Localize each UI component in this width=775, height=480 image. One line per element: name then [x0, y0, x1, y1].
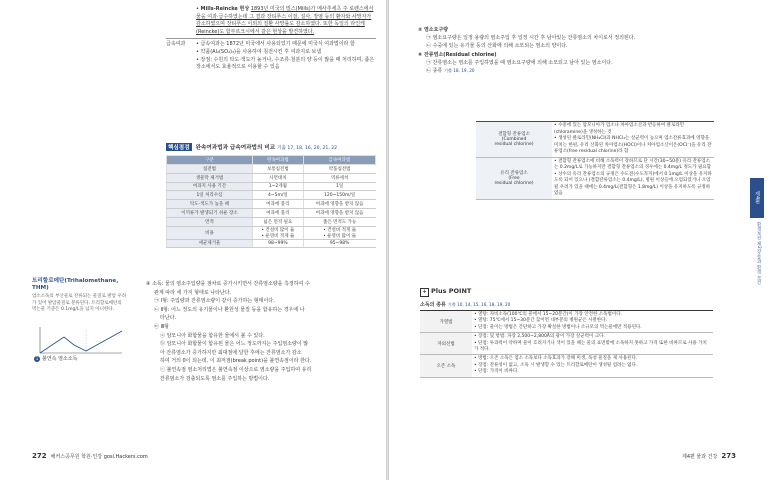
table-cell: 1일 처리수심 — [167, 191, 253, 200]
mills-item: • Mills-Reincke 현상 1893년 미국의 밀스(Mills)가 메사추세츠 주 로렌스에서 물을 여과·급수하였는데 그 결과 장티푸스 이질, 설사, 장염 등의 환자와 사망자가 감소하였으며 장티푸스 이외의 질환 사망률도 감소하였다. 또한 독일의 라인케(Reincke)도 함부르크시에서 같은 현상을 발견하였다. — [196, 6, 374, 35]
table-cell: 보통침전법 — [252, 165, 303, 174]
table-cell: • 건설비 적게 듦 • 운영비 많이 듦 — [303, 226, 375, 239]
table-cell: 여과지 사용 기간 — [167, 182, 253, 191]
compare-title — [166, 143, 337, 151]
thm-sidebar — [32, 278, 127, 314]
residual-curve — [40, 331, 122, 353]
table-row — [167, 217, 376, 226]
text-line: 하여 거의 0이 되는데, 이 최저점(break point)을 불연속점이라 한다. — [160, 358, 312, 365]
table-cell: 120~150m/일 — [303, 191, 375, 200]
row-detail: • 결합형 잔류염소에 비해 소독력이 강하므로 단 시간(30~50분) 유리 잔류염소는 0.2mg/L로 가능하지만 결합형 잔류염소의 경우에는 0.4mg/L 정도가 필요함 • 상수의 유리 잔류염소의 규정은 수도전(수도꼭지)에서 0.1mg/L 이상을 유지하도록 되어 있으나 (결합잔류염소는 0.4mg/L), 병원 이상들에 오염되었거나 오염될 우려가 있을 때에는 0.4mg/L(결합형은 1.8mg/L) 이상을 유지하도록 규정하였음 — [552, 157, 714, 199]
table-cell: 탁도·색도가 높을 때 — [167, 200, 253, 209]
table-cell: 약품침전법 — [303, 165, 375, 174]
slow-filter-item2: • 약품(Al₂(SO₄)₃)을 사용하여 침전시킨 후 여과지로 보냄 — [196, 48, 322, 55]
row-label: 유리 잔류염소 (Free residual chlorine) — [476, 157, 552, 199]
mills-title: Mills-Reincke 현상 — [200, 6, 250, 12]
thm-title: 트리할로메탄(Trihalomethane, THM) — [32, 278, 119, 291]
row-label: 오존 소독 — [420, 355, 472, 377]
text-line: ㉡ Ⅱ형: 어느 정도의 유기물이나 환원성 물질 등을 함유하는 경우에 나 — [154, 306, 305, 313]
table-row — [167, 173, 376, 182]
exam-frequency: 기출 10, 14, 15, 16, 18, 19, 20 — [447, 302, 511, 307]
table-cell: 넓은 면적 필요 — [252, 217, 303, 226]
plus-point-title: + Plus POINT — [420, 287, 713, 297]
section-heading: ⑤ 염소요구량 — [418, 27, 449, 33]
table-row — [167, 208, 376, 217]
table-cell: 98~99% — [252, 239, 303, 248]
footer-text: 제4편 물과 건강 — [682, 454, 718, 460]
table-cell: 1~2개월 — [252, 182, 303, 191]
section-heading: ⑥ 잔류염소(Residual chlorine) — [418, 51, 497, 58]
table-cell: 침전법 — [167, 165, 253, 174]
right-footer — [682, 452, 736, 460]
text-line: ㉠ 염소요구량은 일정 용량의 염소주입 후 일정 시간 후 남아있는 잔류염소의 차이로서 정의된다. — [426, 35, 636, 42]
table-cell: 세균제거율 — [167, 239, 253, 248]
text-line: ⓐ 암모니아 화합물을 함유한 물에서 볼 수 있다. — [160, 332, 265, 339]
table-cell: 생물막 제거법 — [167, 173, 253, 182]
plus-icon: + — [420, 288, 429, 297]
text-line: 타난다. — [160, 315, 177, 322]
table-row — [167, 182, 376, 191]
table-cell: 여과에 불리 — [252, 208, 303, 217]
column-header: 구분 — [167, 156, 253, 165]
break-point-graph — [34, 325, 124, 355]
chlorine-text — [418, 26, 648, 75]
table-cell: 좁은 면적도 가능 — [303, 217, 375, 226]
compare-table — [166, 155, 376, 248]
mills-reincke-box — [166, 6, 376, 72]
column-header: 급속여과법 — [303, 156, 375, 165]
figure-number: 1 — [35, 356, 39, 361]
divider — [166, 38, 376, 39]
table-cell: 여과에 영향을 받지 않음 — [303, 208, 375, 217]
column-header: 완속여과법 — [252, 156, 303, 165]
text-line: ㉢ Ⅲ형 — [154, 323, 169, 330]
text-line: ④ 소독: 물의 염소주입량을 점차로 증가시키면서 잔류염소량을 측정하여 수 — [146, 281, 310, 287]
disinfection-methods-table — [420, 310, 713, 378]
slow-filter-item1: • 급속여과는 1872년 미국에서 사용되었기 때문에 미국식 여과법이라 함 — [196, 41, 355, 48]
row-label: 결합형 잔류염소 (Combined residual chlorine) — [476, 122, 552, 158]
key-point-mark: 핵심점검 — [168, 145, 190, 151]
plus-point-box — [420, 287, 713, 378]
table-cell: 역류세척 — [303, 173, 375, 182]
slow-filter-item3: • 장점: 수원의 탁도·색도가 높거나, 수조류·철분의 양 등이 많을 때 처리하며, 좁은 장소에서도 효율적으로 이용할 수 있음 — [196, 56, 375, 71]
table-cell: 비용 — [167, 226, 253, 239]
page-number: 272 — [32, 452, 47, 460]
text-line: ㉠ 잔류염소는 염소를 주입하였을 때 염소요구량에 의해 소모되고 남아 있는 염소이다. — [426, 59, 613, 66]
table-row — [420, 311, 713, 333]
compare-title-text: 완속여과법과 급속여과법의 비교 — [195, 145, 276, 151]
table-cell: 4~5m/일 — [252, 191, 303, 200]
left-page — [0, 0, 386, 480]
exam-frequency: 기출 17, 18, 16, 20, 21, 22 — [277, 146, 338, 151]
table-row — [167, 239, 376, 248]
table-row — [420, 355, 713, 377]
exam-frequency: 기출 18, 19, 20 — [443, 68, 475, 74]
plus-subtitle: 소독의 종류 기출 10, 14, 15, 16, 18, 19, 20 — [420, 302, 511, 308]
text-line: 아 잔류염소가 증가하지만 최대점에 달한 후에는 잔류염소가 감소 — [160, 349, 302, 356]
row-detail: • 방법: 오존 소독은 염소 소독보다 소독효과가 강해 미생, 독성 물질을 제 사용된다. • 장점: 잔류성이 없고, 소독 시 발생할 수 있는 트리할로메탄이 생성될 염려는 없다. • 단점: 가격이 비싸다. — [472, 355, 713, 377]
table-cell: 이끼류가 발생되기 쉬운 장소 — [167, 208, 253, 217]
text-line: ⓒ 불연속점 염소처리법은 불연속점 이상으로 염소량을 주입하여 유리 — [160, 366, 312, 373]
disinfection-text — [146, 280, 376, 383]
figure-caption: 1 불연속 염소소독 — [35, 356, 78, 362]
chapter-tab[interactable]: 제4편 — [750, 178, 764, 218]
row-detail: • 열탕: 자비소독(100℃의 물에서 15~20분간)이 가장 안전한 소독법이다. • 열탕: 75℃에서 15~30분간 끓이면 대부분의 병원균은 사멸한다. • 단점: 물이는 방법은 간단하고 가장 확실한 방법이나 소규모의 먹는물에만 적용된다. — [472, 311, 713, 333]
row-label: 가열법 — [420, 311, 472, 333]
table-cell: 면적 — [167, 217, 253, 226]
footer-text: 해커스공무원 학원·인강 gosi.Hackers.com — [50, 454, 148, 460]
table-row — [476, 157, 714, 199]
table-cell: • 건설비 많이 듦 • 운영비 적게 듦 — [252, 226, 303, 239]
table-row — [420, 333, 713, 355]
page-number: 273 — [721, 452, 736, 460]
thm-body: 염소소독의 부산물로 잔류되는 물질로 발암 우려가 있어 발암물질로 분류된다. 트리할로메탄의 먹는물 기준은 0.1mg/L을 넘지 아니한다. — [32, 294, 127, 312]
slow-filter-row — [166, 41, 376, 71]
table-cell: 여과에 불리 — [252, 200, 303, 209]
mills-body: 1893년 미국의 밀스(Mills)가 메사추세츠 주 로렌스에서 물을 여과·급수하였는데 그 결과 장티푸스 이질, 설사, 장염 등의 환자와 사망자가 감소하였으며 장티푸스 이외의 질환 사망률도 감소하였다. 또한 독일의 라인케(Reincke)도 함부르크시에서 같은 현상을 발견하였다. — [196, 6, 374, 35]
table-row — [476, 122, 714, 158]
row-detail: • 장점: 및 항법: 파장 2,500~2,800Å의 광이 가장 살균력이 크다. • 단점: 투과력이 약하며 물이 흐려지거나 색이 있을 때는 물의 표면밖에 소독하지 못하고 가격 또한 비싸므로 사용 가치가 적다. — [472, 333, 713, 355]
table-cell: 95~98% — [303, 239, 375, 248]
table-cell: 1일 — [303, 182, 375, 191]
text-line: ㉠ Ⅰ형: 주입량과 잔류염소량이 같이 증가하는 형태이다. — [154, 298, 275, 305]
table-cell: 사면대치 — [252, 173, 303, 182]
text-line: 잔류염소가 검출되도록 염소를 주입하는 방법이다. — [160, 375, 270, 382]
table-row — [167, 226, 376, 239]
table-cell: 여과에 영향을 받지 않음 — [303, 200, 375, 209]
slow-filter-label: 급속여과 — [166, 41, 186, 48]
table-row — [167, 200, 376, 209]
text-line: ㉡ 종류 기출 18, 19, 20 — [426, 68, 475, 75]
row-label: 자외선법 — [420, 333, 472, 355]
chapter-subtitle: 환경보건 제2장 물과 환경 보건 — [756, 222, 761, 285]
table-row — [167, 191, 376, 200]
left-footer — [32, 452, 148, 460]
text-line: ⓑ 암모니아 화합물이 함유된 물은 어느 정도까지는 주입염소량이 많 — [160, 341, 309, 348]
text-line: 관계 따라 세 가지 형태로 나타난다. — [154, 289, 232, 296]
text-line: ㉡ 수중에 있는 유기물 등의 산화에 의해 소모되는 염소의 양이다. — [426, 43, 568, 50]
row-detail: • 수중에 있는 암모니아가 염소나 차아염소산과 반응하여 클로라민(chloramine)을 생성하는 것 • 생성된 클로라민(NH₂Cl)과 NHCl₂는 살균력이 높으며 염소잔류효과에 영향을 미치는 한편, 유리 산화된 차아염소(HOCl)이나 차아염소산이온(OCl⁻)을 유리 잔류염소(free residual chlorine)라 함 — [552, 122, 714, 158]
residual-chlorine-table — [476, 121, 714, 200]
table-row — [167, 165, 376, 174]
